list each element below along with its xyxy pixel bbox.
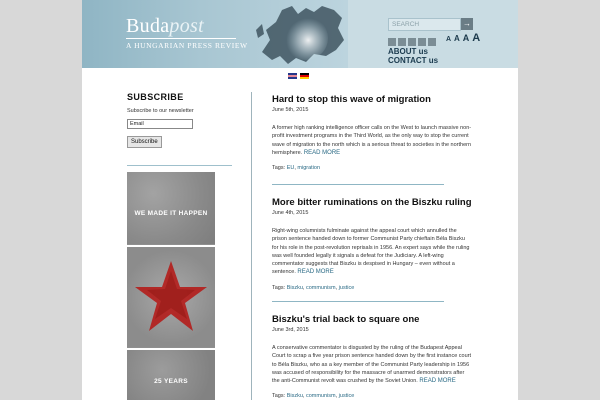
article	[272, 314, 472, 399]
subscribe-description: Subscribe to our newsletter	[127, 108, 194, 114]
banner-texture-bottom	[127, 350, 215, 400]
article-summary	[272, 344, 472, 385]
nav-contact-link[interactable]: CONTACT us	[388, 56, 439, 65]
sidebar-divider	[127, 165, 232, 166]
article-summary-text: Right-wing columnists fulminate against the appeal court which annulled the prison sentence handed down to former Communist Party chieftain Béla Biszku for his role in the post-revolution reprisals in 1956. An expert says while the ruling was well founded legally it signals a defeat for the Judiciary. A left-wing commentator suggests that Biszku is despised in Hungary – even without a sentence.	[272, 228, 470, 276]
search-button[interactable]: →	[463, 19, 471, 28]
search-input[interactable]: SEARCH	[388, 18, 461, 31]
europe-map-icon	[252, 0, 348, 68]
de-flag-icon[interactable]	[300, 73, 309, 79]
rss-icon[interactable]	[388, 38, 396, 46]
tag-link[interactable]: justice	[338, 284, 355, 291]
text-size-controls	[446, 32, 481, 44]
article-summary-text: A conservative commentator is disgusted by the ruling of the Budapest Appeal Court to scrap a five year prison sentence handed down by the first instance court to Béla Biszku, who as a key member of the Communist Party leadership in 1956 was accused of responsibility for the massacre of unarmed demonstrators after the anti-Communist revolt was crushed by the Soviet Union.	[272, 345, 472, 385]
article-summary-text: A former high ranking intelligence officer calls on the West to launch massive non-profit investment programs in the Third World, as the only way to stop the current wave of migration to the north which is a serious threat to societies in the northern hemisphere.	[272, 125, 472, 156]
text-size-xlarge[interactable]: A	[472, 32, 481, 44]
language-switcher	[288, 73, 312, 91]
article	[272, 197, 472, 291]
read-more-link[interactable]: READ MORE	[303, 149, 341, 156]
article-title[interactable]: Hard to stop this wave of migration	[272, 94, 431, 105]
article	[272, 94, 472, 171]
read-more-link[interactable]: READ MORE	[297, 269, 334, 276]
article-summary	[272, 227, 472, 277]
banner-years: 25 YEARS	[154, 378, 188, 385]
tag-link[interactable]: justice	[338, 393, 355, 400]
site-logo[interactable]	[126, 15, 204, 38]
logo-text-post: post	[169, 15, 204, 37]
article-tags: Tags: EU, migration	[272, 165, 321, 172]
text-size-small[interactable]: A	[446, 36, 452, 43]
page	[82, 0, 518, 400]
article-summary	[272, 124, 472, 157]
red-star-icon	[131, 257, 211, 337]
article-tags: Tags: Biszku, communism, justice	[272, 393, 355, 400]
email-field[interactable]: Email	[127, 119, 193, 129]
article-tags: Tags: Biszku, communism, justice	[272, 284, 355, 291]
user-icon[interactable]	[428, 38, 436, 46]
site-tagline: A HUNGARIAN PRESS REVIEW	[126, 41, 248, 50]
article-divider	[272, 301, 444, 302]
tag-link[interactable]: communism	[305, 393, 336, 400]
article-date: June 3rd, 2015	[272, 327, 309, 333]
logo-divider	[126, 38, 236, 39]
tags-label: Tags:	[272, 165, 286, 172]
share-icon[interactable]	[398, 38, 406, 46]
article-title[interactable]: Biszku's trial back to square one	[272, 314, 420, 325]
read-more-link[interactable]: READ MORE	[419, 378, 456, 385]
article-title[interactable]: More bitter ruminations on the Biszku ruling	[272, 197, 472, 208]
banner-headline: WE MADE IT HAPPEN	[134, 210, 208, 217]
subscribe-heading: SUBSCRIBE	[127, 92, 184, 102]
tag-link[interactable]: communism	[305, 284, 336, 291]
logo-text-buda: Buda	[126, 15, 170, 37]
tag-link[interactable]: migration	[297, 165, 321, 172]
text-size-large[interactable]: A	[462, 33, 470, 43]
article-date: June 4th, 2015	[272, 210, 309, 216]
sidebar	[127, 92, 233, 148]
tags-label: Tags:	[272, 393, 286, 400]
facebook-icon[interactable]	[408, 38, 416, 46]
article-date: June 5th, 2015	[272, 107, 309, 113]
banner-texture-top	[127, 172, 215, 244]
social-icons	[388, 33, 438, 42]
column-divider	[251, 92, 252, 400]
tag-link[interactable]: Biszku	[286, 284, 303, 291]
en-flag-icon[interactable]	[288, 73, 297, 79]
twitter-icon[interactable]	[418, 38, 426, 46]
tags-label: Tags:	[272, 284, 286, 291]
article-divider	[272, 184, 444, 185]
tag-link[interactable]: Biszku	[286, 393, 303, 400]
tag-link[interactable]: EU	[286, 165, 295, 172]
text-size-medium[interactable]: A	[454, 34, 460, 43]
anniversary-banner[interactable]	[127, 172, 215, 400]
site-header	[82, 0, 518, 68]
nav-about-link[interactable]: ABOUT us	[388, 47, 428, 56]
subscribe-button[interactable]: Subscribe	[127, 136, 162, 148]
